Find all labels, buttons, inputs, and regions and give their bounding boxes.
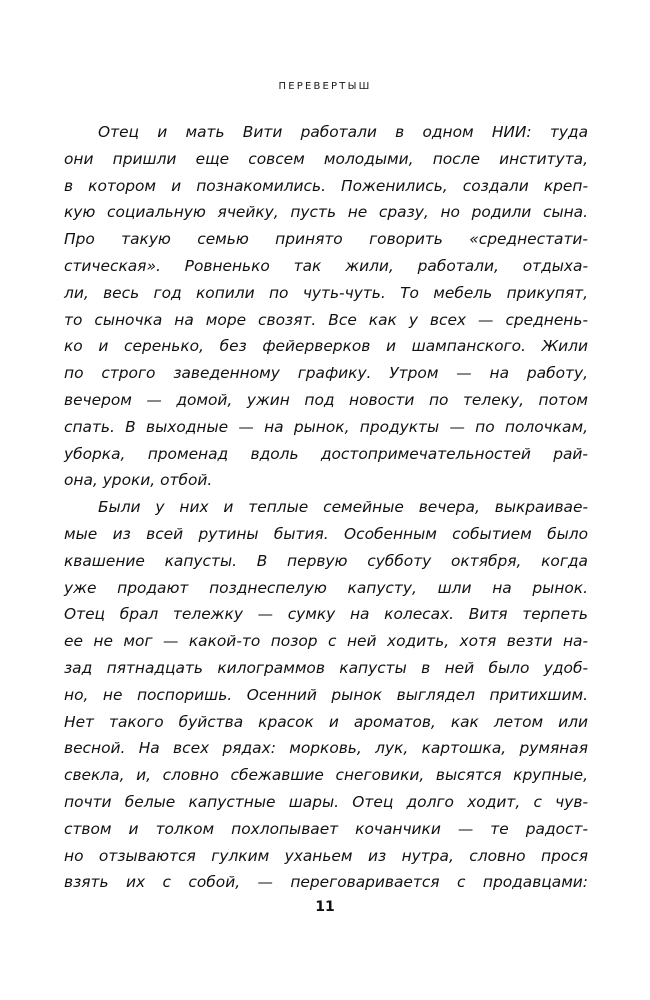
text-line: Про такую семью принято говорить «среднестати- [64,230,588,249]
text-line: весной. На всех рядах: морковь, лук, картошка, румяная [64,739,588,758]
text-line: Отец и мать Вити работали в одном НИИ: туда [98,123,588,141]
text-line: кую социальную ячейку, пусть не сразу, но родили сына. [64,203,588,222]
text-line: уборка, променад вдоль достопримечательностей рай- [64,444,588,463]
text-line: Отец брал тележку — сумку на колесах. Витя терпеть [64,605,588,624]
text-line: уже продают позднеспелую капусту, шли на рынок. [64,578,588,597]
text-line: они пришли еще совсем молодыми, после института, [64,149,588,168]
text-line: Нет такого буйства красок и ароматов, как летом или [64,712,588,731]
text-line: ее не мог — какой-то позор с ней ходить, хотя везти на- [64,632,588,651]
text-line: стическая». Ровненько так жили, работали, отдыха- [64,256,588,275]
text-line: но отзываются гулким уханьем из нутра, словно прося [64,846,588,865]
text-line: в котором и познакомились. Поженились, создали креп- [64,176,588,195]
text-line: квашение капусты. В первую субботу октября, когда [64,551,588,570]
text-line: зад пятнадцать килограммов капусты в ней было удоб- [64,658,588,677]
text-line: почти белые капустные шары. Отец долго ходит, с чув- [64,792,588,811]
text-line-last: она, уроки, отбой. [64,471,213,490]
text-line: то сыночка на море свозят. Все как у всех — среднень- [64,310,588,329]
text-line: взять их с собой, — переговаривается с продавцами: [64,873,588,892]
text-line: свекла, и, словно сбежавшие снеговики, высятся крупные, [64,766,588,785]
text-line: ством и толком похлопывает кочанчики — те радост- [64,819,588,838]
text-line: вечером — домой, ужин под новости по телеку, потом [64,390,588,409]
text-line: ли, весь год копили по чуть-чуть. То мебель прикупят, [64,283,588,302]
body-text [64,119,588,896]
text-line: ко и серенько, без фейерверков и шампанского. Жили [64,337,588,356]
text-line: но, не поспоришь. Осенний рынок выглядел притихшим. [64,685,588,704]
text-line: мые из всей рутины бытия. Особенным событием было [64,524,588,543]
text-line: спать. В выходные — на рынок, продукты — по полочкам, [64,417,588,436]
page-number: 11 [315,899,335,915]
text-line: Были у них и теплые семейные вечера, выкраивае- [98,498,588,517]
text-line: по строго заведенному графику. Утром — на работу, [64,364,588,383]
running-head: ПЕРЕВЕРТЫШ [278,81,372,92]
